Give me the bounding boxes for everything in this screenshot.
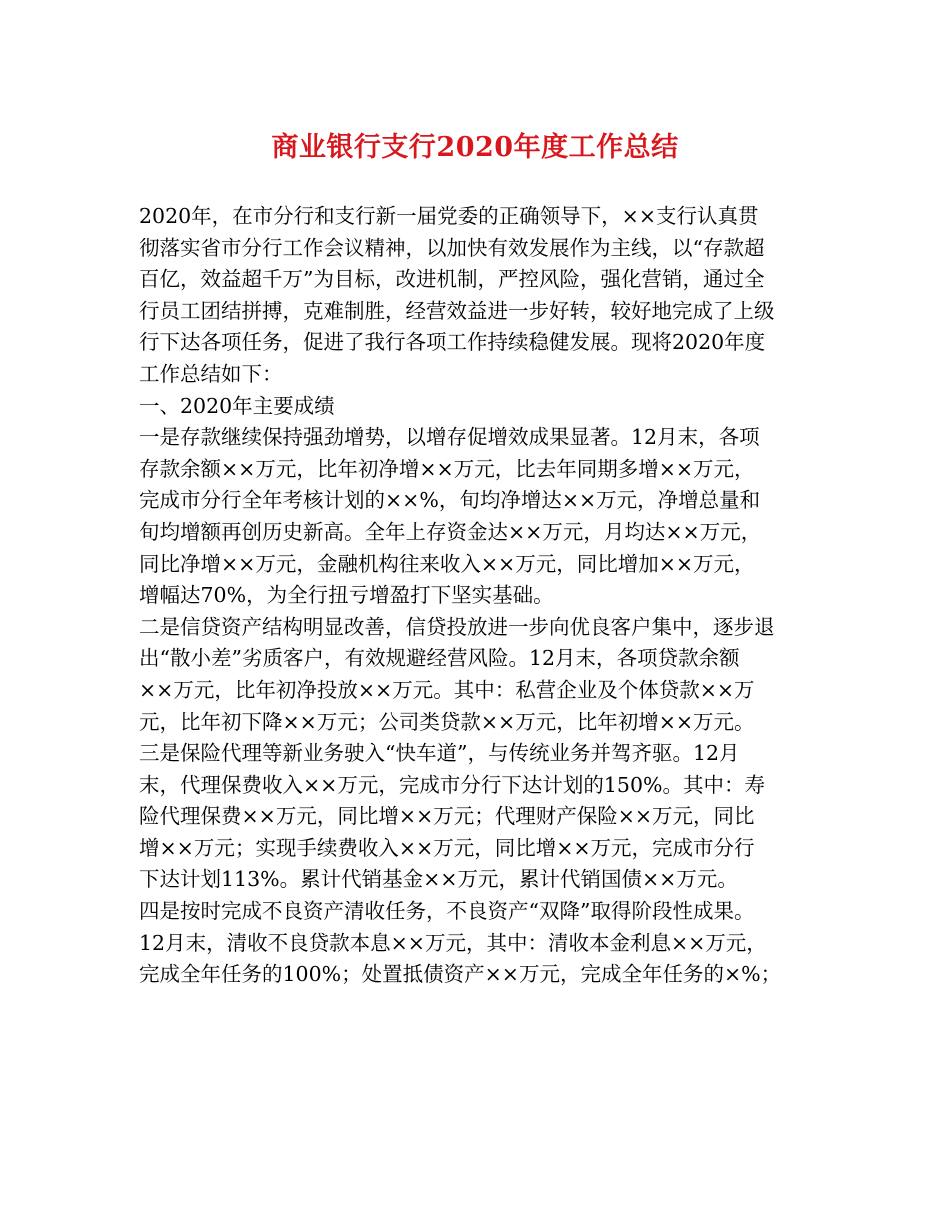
body-line: 旬均增额再创历史新高。全年上存资金达××万元，月均达××万元， — [139, 519, 762, 544]
body-line: 一、2020年主要成绩 — [139, 393, 335, 418]
body-line: 存款余额××万元，比年初净增××万元，比去年同期多增××万元， — [139, 456, 755, 481]
body-line: 三是保险代理等新业务驶入“快车道”，与传统业务并驾齐驱。12月 — [139, 741, 740, 766]
body-line: 末，代理保费收入××万元，完成市分行下达计划的150%。其中：寿 — [139, 772, 765, 797]
document-title: 商业银行支行2020年度工作总结 — [271, 132, 679, 163]
body-line: 元，比年初下降××万元；公司类贷款××万元，比年初增××万元。 — [139, 709, 755, 734]
body-line: ××万元，比年初净投放××万元。其中：私营企业及个体贷款××万 — [139, 677, 755, 702]
body-line: 12月末，清收不良贷款本息××万元，其中：清收本金利息××万元， — [139, 930, 767, 955]
body-line: 完成市分行全年考核计划的××%，旬均净增达××万元，净增总量和 — [139, 488, 761, 513]
body-line: 下达计划113%。累计代销基金××万元，累计代销国债××万元。 — [139, 867, 738, 892]
body-line: 2020年，在市分行和支行新一届党委的正确领导下，××支行认真贯 — [139, 204, 759, 228]
body-line: 增幅达70%，为全行扭亏增盈打下坚实基础。 — [139, 583, 554, 608]
body-line: 彻落实省市分行工作会议精神，以加快有效发展作为主线，以“存款超 — [139, 235, 765, 260]
body-line: 险代理保费××万元，同比增××万元；代理财产保险××万元，同比 — [139, 804, 755, 829]
body-line: 增××万元；实现手续费收入××万元，同比增××万元，完成市分行 — [139, 835, 755, 860]
body-line: 行员工团结拼搏，克难制胜，经营效益进一步好转，较好地完成了上级 — [139, 298, 775, 323]
body-line: 行下达各项任务，促进了我行各项工作持续稳健发展。现将2020年度 — [139, 330, 766, 355]
document-body — [139, 201, 819, 991]
body-line: 百亿，效益超千万”为目标，改进机制，严控风险，强化营销，通过全 — [139, 267, 765, 292]
body-line: 工作总结如下： — [139, 361, 283, 386]
body-line: 一是存款继续保持强劲增势，以增存促增效成果显著。12月末，各项 — [139, 425, 760, 450]
body-line: 同比净增××万元，金融机构往来收入××万元，同比增加××万元， — [139, 551, 755, 576]
body-line: 完成全年任务的100%；处置抵债资产××万元，完成全年任务的×%； — [139, 962, 782, 987]
body-line: 二是信贷资产结构明显改善，信贷投放进一步向优良客户集中，逐步退 — [139, 614, 775, 639]
body-line: 四是按时完成不良资产清收任务，不良资产“双降”取得阶段性成果。 — [139, 899, 755, 924]
body-line: 出“散小差”劣质客户，有效规避经营风险。12月末，各项贷款余额 — [139, 646, 740, 671]
